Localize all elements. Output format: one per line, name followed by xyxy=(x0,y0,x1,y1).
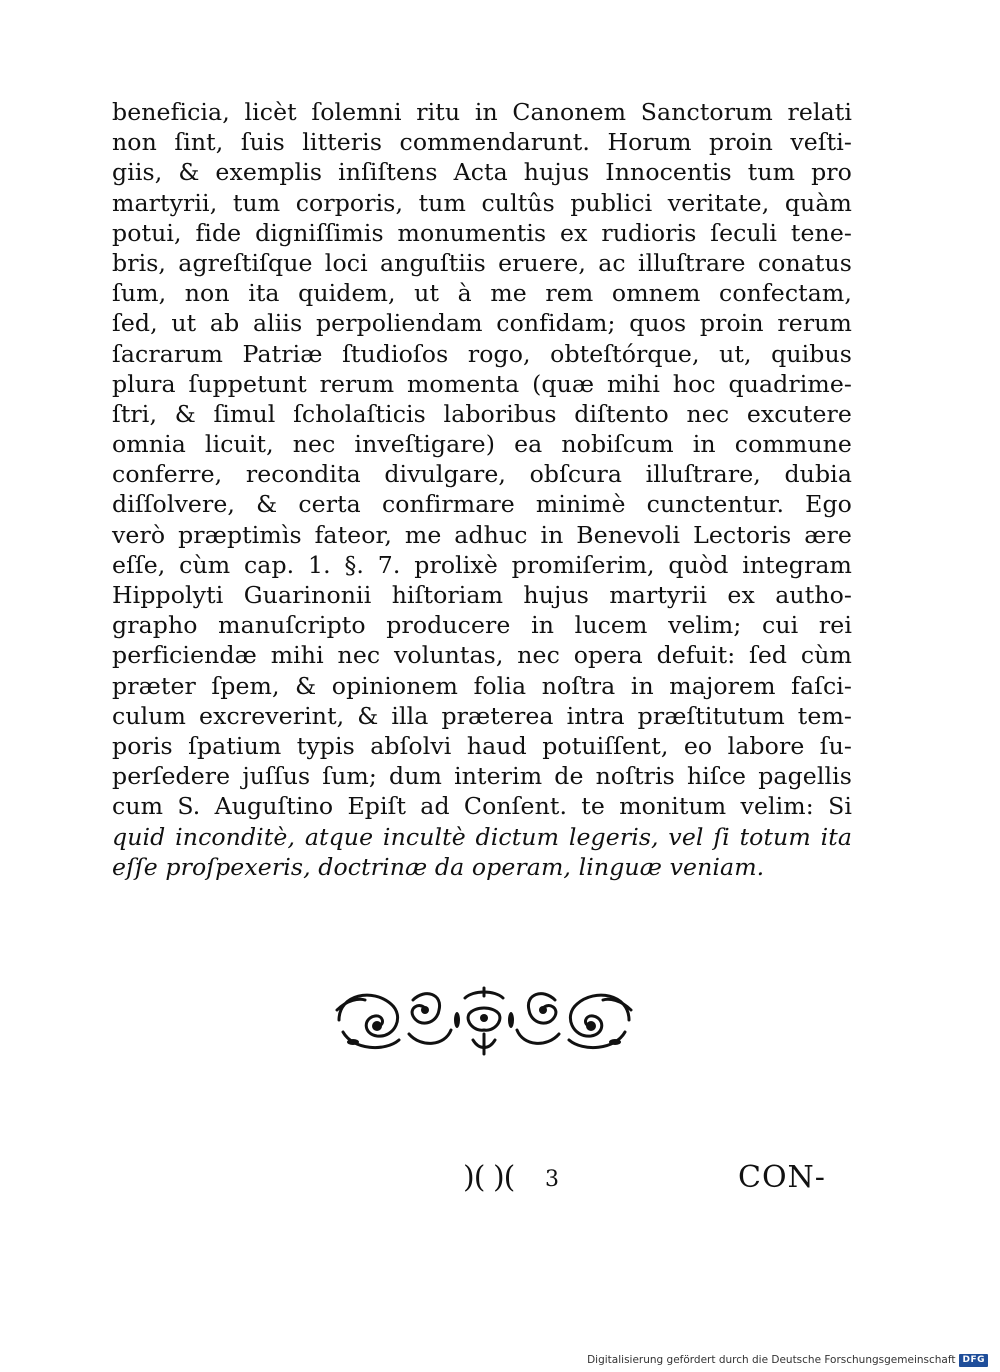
text-line: omnia licuit, nec inveſtigare) ea nobiſcum in commune xyxy=(112,430,852,459)
text-line: potui, fide digniſſimis monumentis ex rudioris ſeculi tene- xyxy=(112,218,852,247)
text-line: eſſe, cùm cap. 1. §. 7. prolixè promiſerim, quòd integram xyxy=(112,550,852,579)
text-line: plura ſuppetunt rerum momenta (quæ mihi hoc quadrime- xyxy=(112,369,852,398)
dfg-logo-icon: DFG xyxy=(959,1354,988,1367)
text-line: grapho manuſcripto producere in lucem velim; cui rei xyxy=(112,611,852,640)
text-line: perficiendæ mihi nec voluntas, nec opera defuit: ſed cùm xyxy=(112,641,852,670)
text-line: Hippolyti Guarinonii hiſtoriam hujus martyrii ex autho- xyxy=(112,581,852,609)
credit-text: Digitalisierung gefördert durch die Deutsche Forschungsgemeinschaft xyxy=(587,1354,956,1366)
text-line: beneficia, licèt ſolemni ritu in Canonem Sanctorum relati xyxy=(112,98,852,126)
body-text xyxy=(112,97,852,882)
text-line: diſſolvere, & certa confirmare minimè cunctentur. Ego xyxy=(112,490,852,519)
italic-text-line: quid inconditè, atque incultè dictum legeris, vel ſi totum ita xyxy=(112,822,852,851)
text-line: non ſint, ſuis litteris commendarunt. Horum proin veſti- xyxy=(112,128,852,157)
italic-text-line: eſſe proſpexeris, doctrinæ da operam, linguæ veniam. xyxy=(112,852,765,881)
text-line: verò præptimìs fateor, me adhuc in Benevoli Lectoris ære xyxy=(112,520,852,549)
catchword: CON- xyxy=(738,1160,826,1195)
floral-tailpiece-ornament xyxy=(333,980,635,1060)
text-line: ſtri, & ſimul ſcholaſticis laboribus diſtento nec excutere xyxy=(112,399,852,428)
text-line: ſacrarum Patriæ ſtudioſos rogo, obteſtórque, ut, quibus xyxy=(112,339,852,368)
text-line: giis, & exemplis inſiſtens Acta hujus Innocentis tum pro xyxy=(112,158,852,187)
page-footer xyxy=(0,1158,1000,1198)
text-line: culum excreverint, & illa præterea intra præſtitutum tem- xyxy=(112,701,852,730)
text-line: poris ſpatium typis abſolvi haud potuiſſent, eo labore ſu- xyxy=(112,731,852,760)
signature-mark: )( )( xyxy=(463,1160,515,1195)
text-line: ſed, ut ab aliis perpoliendam confidam; quos proin rerum xyxy=(112,309,852,338)
text-line: cum S. Auguſtino Epiſt ad Conſent. te monitum velim: Si xyxy=(112,792,852,821)
text-line: conferre, recondita divulgare, obſcura illuſtrare, dubia xyxy=(112,460,852,489)
text-line: perſedere juſſus ſum; dum interim de noſtris hiſce pagellis xyxy=(112,762,852,791)
digitization-credit xyxy=(587,1352,988,1368)
text-line: ſum, non ita quidem, ut à me rem omnem confectam, xyxy=(112,279,852,308)
text-line: martyrii, tum corporis, tum cultûs publici veritate, quàm xyxy=(112,188,852,217)
page-number: 3 xyxy=(545,1167,559,1192)
text-line: bris, agreſtiſque loci anguſtiis eruere, ac illuſtrare conatus xyxy=(112,248,852,277)
text-line: præter ſpem, & opinionem folia noſtra in majorem faſci- xyxy=(112,671,852,700)
